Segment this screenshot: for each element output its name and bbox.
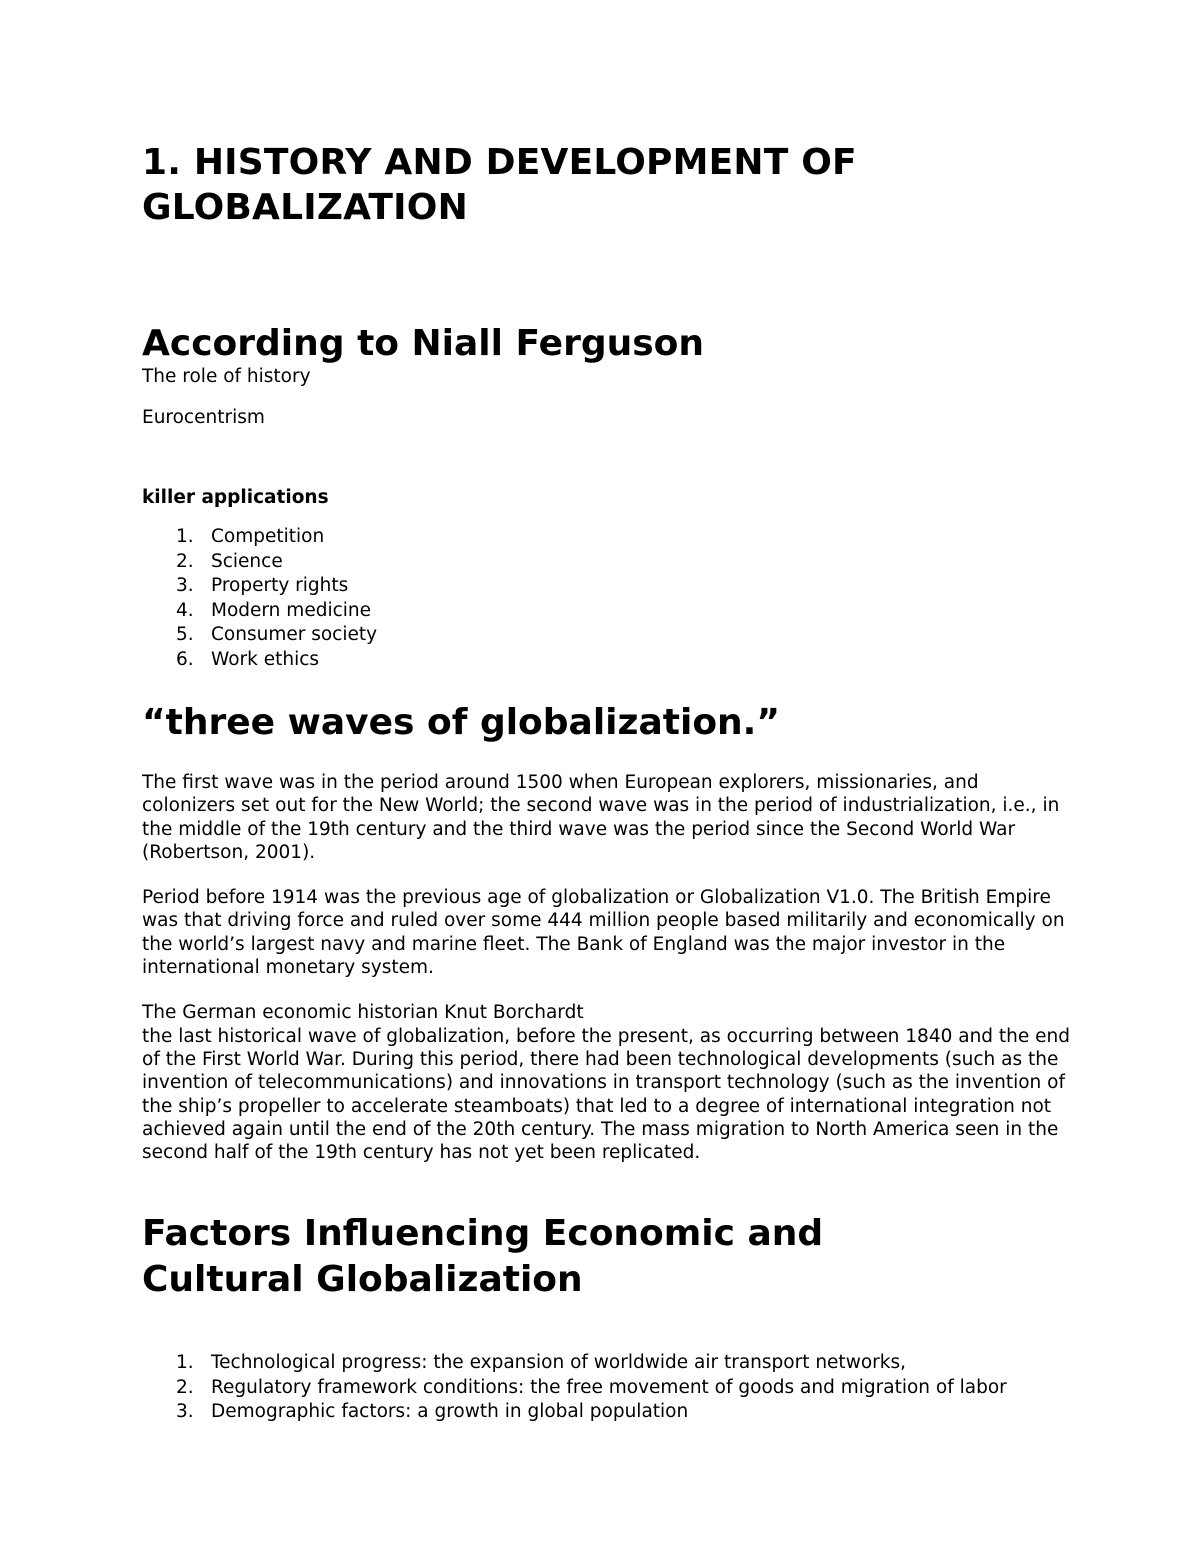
paragraph-first-wave: The first wave was in the period around 1500 when European explorers, missionaries, and colonizers set out for the New World; the second wave was in the period of industrialization, i.e., in the middle of the 19th century and the third wave was the period since the Second World War (Robertson, 2001). (142, 772, 1060, 863)
list-item (142, 623, 1072, 648)
list-item (142, 525, 1072, 550)
list-item-number: 6. (176, 648, 194, 670)
page-title: 1. HISTORY AND DEVELOPMENT OF GLOBALIZATION (142, 142, 857, 228)
list-item-text: Modern medicine (211, 599, 371, 621)
text-role-of-history: The role of history (142, 366, 311, 387)
text-eurocentrism: Eurocentrism (142, 407, 265, 428)
list-item (142, 1400, 1072, 1425)
list-item (142, 648, 1072, 673)
list-item-number: 3. (176, 1401, 194, 1423)
list-item-text: Demographic factors: a growth in global population (211, 1401, 689, 1423)
list-item (142, 574, 1072, 599)
list-item-text: Property rights (211, 575, 349, 596)
paragraph-borchardt-body: the last historical wave of globalization, before the present, as occurring between 1840 and the end of the First World War. During this period, there had been technological developments (such as the invention of telecommunications) and innovations in transport technology (such as the invention of the ship’s propeller to accelerate steamboats) that led to a degree of international integration not achieved again until the end of the 20th century. The mass migration to North America seen in the second half of the 19th century has not yet been replicated. (142, 1025, 1071, 1164)
list-item-number: 3. (176, 575, 194, 596)
list-item-text: Technological progress: the expansion of worldwide air transport networks, (211, 1352, 906, 1374)
document-body (142, 140, 1072, 1425)
list-item-number: 4. (176, 599, 194, 621)
list-item-number: 2. (176, 550, 194, 572)
list-item (142, 550, 1072, 575)
list-item-text: Science (211, 550, 283, 572)
list-item-text: Work ethics (211, 648, 320, 670)
killer-applications-list (142, 525, 1072, 672)
list-item-text: Competition (211, 526, 325, 547)
list-item-text: Regulatory framework conditions: the free movement of goods and migration of labor (211, 1376, 1007, 1398)
list-item-number: 1. (176, 1352, 194, 1374)
section-heading-ferguson: According to Niall Ferguson (142, 323, 705, 364)
list-item (142, 599, 1072, 624)
list-item (142, 1351, 1072, 1376)
list-item-number: 1. (176, 526, 194, 547)
paragraph-before-1914: Period before 1914 was the previous age of globalization or Globalization V1.0. The British Empire was that driving force and ruled over some 444 million people based militarily and economically on the world’s largest navy and marine fleet. The Bank of England was the major investor in the international monetary system. (142, 887, 1065, 979)
list-item-number: 5. (176, 624, 194, 645)
list-item-text: Consumer society (211, 624, 378, 645)
list-item-number: 2. (176, 1376, 194, 1398)
list-item (142, 1376, 1072, 1401)
section-heading-factors: Factors Influencing Economic and Cultural Globalization (142, 1213, 824, 1301)
paragraph-borchardt-intro: The German economic historian Knut Borchardt (142, 1002, 584, 1024)
factors-list (142, 1351, 1072, 1425)
subheading-killer-applications: killer applications (142, 487, 329, 508)
section-heading-three-waves: “three waves of globalization.” (142, 702, 781, 743)
